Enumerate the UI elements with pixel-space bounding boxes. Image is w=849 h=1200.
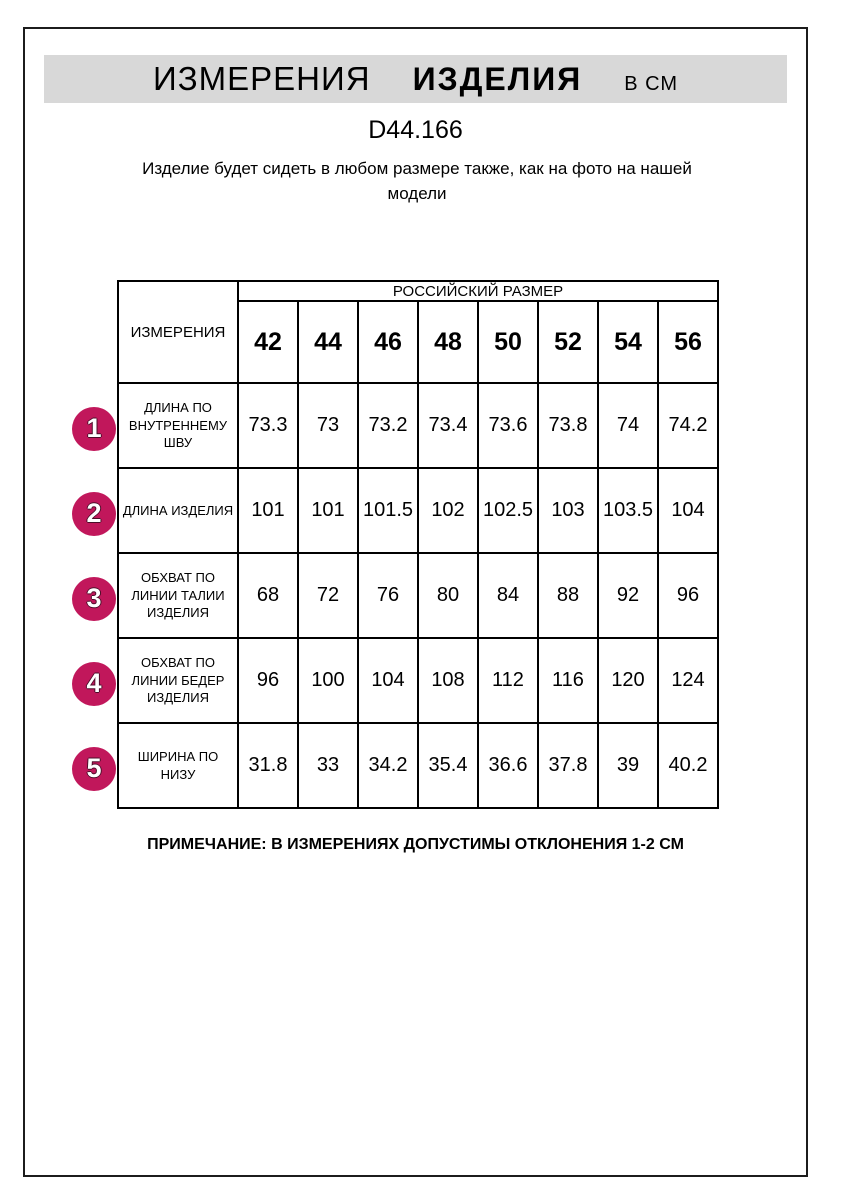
measure-header-cell: ИЗМЕРЕНИЯ [118, 281, 238, 383]
row-label-cell: ОБХВАТ ПО ЛИНИИ БЕДЕР ИЗДЕЛИЯ [118, 638, 238, 723]
value-cell: 104 [658, 468, 718, 553]
size-header-cell: 54 [598, 301, 658, 383]
value-cell: 31.8 [238, 723, 298, 808]
table-row [118, 553, 718, 638]
row-number-slot [70, 641, 118, 726]
value-cell: 35.4 [418, 723, 478, 808]
value-cell: 101.5 [358, 468, 418, 553]
value-cell: 74.2 [658, 383, 718, 468]
row-number-slot [70, 556, 118, 641]
row-number-slot [70, 471, 118, 556]
row-number-slot [70, 386, 118, 471]
group-header-cell: РОССИЙСКИЙ РАЗМЕР [238, 281, 718, 301]
value-cell: 76 [358, 553, 418, 638]
value-cell: 100 [298, 638, 358, 723]
value-cell: 36.6 [478, 723, 538, 808]
value-cell: 33 [298, 723, 358, 808]
size-header-cell: 42 [238, 301, 298, 383]
value-cell: 88 [538, 553, 598, 638]
row-label-cell: ШИРИНА ПО НИЗУ [118, 723, 238, 808]
value-cell: 124 [658, 638, 718, 723]
value-cell: 73.3 [238, 383, 298, 468]
title-measurements: ИЗМЕРЕНИЯ [153, 60, 371, 97]
value-cell: 101 [238, 468, 298, 553]
size-header-cell: 48 [418, 301, 478, 383]
value-cell: 120 [598, 638, 658, 723]
title-units: В СМ [624, 73, 678, 95]
table-row [118, 638, 718, 723]
value-cell: 72 [298, 553, 358, 638]
value-cell: 101 [298, 468, 358, 553]
size-header-cell: 52 [538, 301, 598, 383]
row-number-badge: 4 [72, 662, 116, 706]
table-row [118, 468, 718, 553]
table-container [117, 280, 719, 809]
value-cell: 73.4 [418, 383, 478, 468]
value-cell: 80 [418, 553, 478, 638]
row-number-badge: 2 [72, 492, 116, 536]
row-number-badge: 5 [72, 747, 116, 791]
value-cell: 103 [538, 468, 598, 553]
row-label-cell: ОБХВАТ ПО ЛИНИИ ТАЛИИ ИЗДЕЛИЯ [118, 553, 238, 638]
row-label-cell: ДЛИНА ПО ВНУТРЕННЕМУ ШВУ [118, 383, 238, 468]
value-cell: 96 [238, 638, 298, 723]
title-bar [44, 55, 787, 103]
value-cell: 34.2 [358, 723, 418, 808]
note-text: ПРИМЕЧАНИЕ: В ИЗМЕРЕНИЯХ ДОПУСТИМЫ ОТКЛОНЕНИЯ 1-2 СМ [147, 836, 684, 853]
table-row [118, 383, 718, 468]
row-number-badge: 3 [72, 577, 116, 621]
value-cell: 73 [298, 383, 358, 468]
size-header-cell: 50 [478, 301, 538, 383]
size-table [117, 280, 719, 809]
value-cell: 102 [418, 468, 478, 553]
value-cell: 104 [358, 638, 418, 723]
value-cell: 68 [238, 553, 298, 638]
row-label-cell: ДЛИНА ИЗДЕЛИЯ [118, 468, 238, 553]
value-cell: 40.2 [658, 723, 718, 808]
size-header-cell: 46 [358, 301, 418, 383]
value-cell: 74 [598, 383, 658, 468]
value-cell: 116 [538, 638, 598, 723]
value-cell: 112 [478, 638, 538, 723]
row-number-slot [70, 726, 118, 811]
value-cell: 96 [658, 553, 718, 638]
value-cell: 108 [418, 638, 478, 723]
value-cell: 73.8 [538, 383, 598, 468]
value-cell: 102.5 [478, 468, 538, 553]
row-number-badge: 1 [72, 407, 116, 451]
value-cell: 103.5 [598, 468, 658, 553]
value-cell: 84 [478, 553, 538, 638]
table-row [118, 723, 718, 808]
value-cell: 73.2 [358, 383, 418, 468]
row-number-rail [70, 386, 118, 811]
model-code: D44.166 [368, 116, 463, 144]
value-cell: 92 [598, 553, 658, 638]
value-cell: 37.8 [538, 723, 598, 808]
value-cell: 39 [598, 723, 658, 808]
subtitle: Изделие будет сидеть в любом размере также, как на фото на нашей модели [142, 159, 692, 203]
size-header-cell: 44 [298, 301, 358, 383]
value-cell: 73.6 [478, 383, 538, 468]
size-header-cell: 56 [658, 301, 718, 383]
table-group-header-row [118, 281, 718, 301]
title-product: ИЗДЕЛИЯ [412, 61, 583, 97]
